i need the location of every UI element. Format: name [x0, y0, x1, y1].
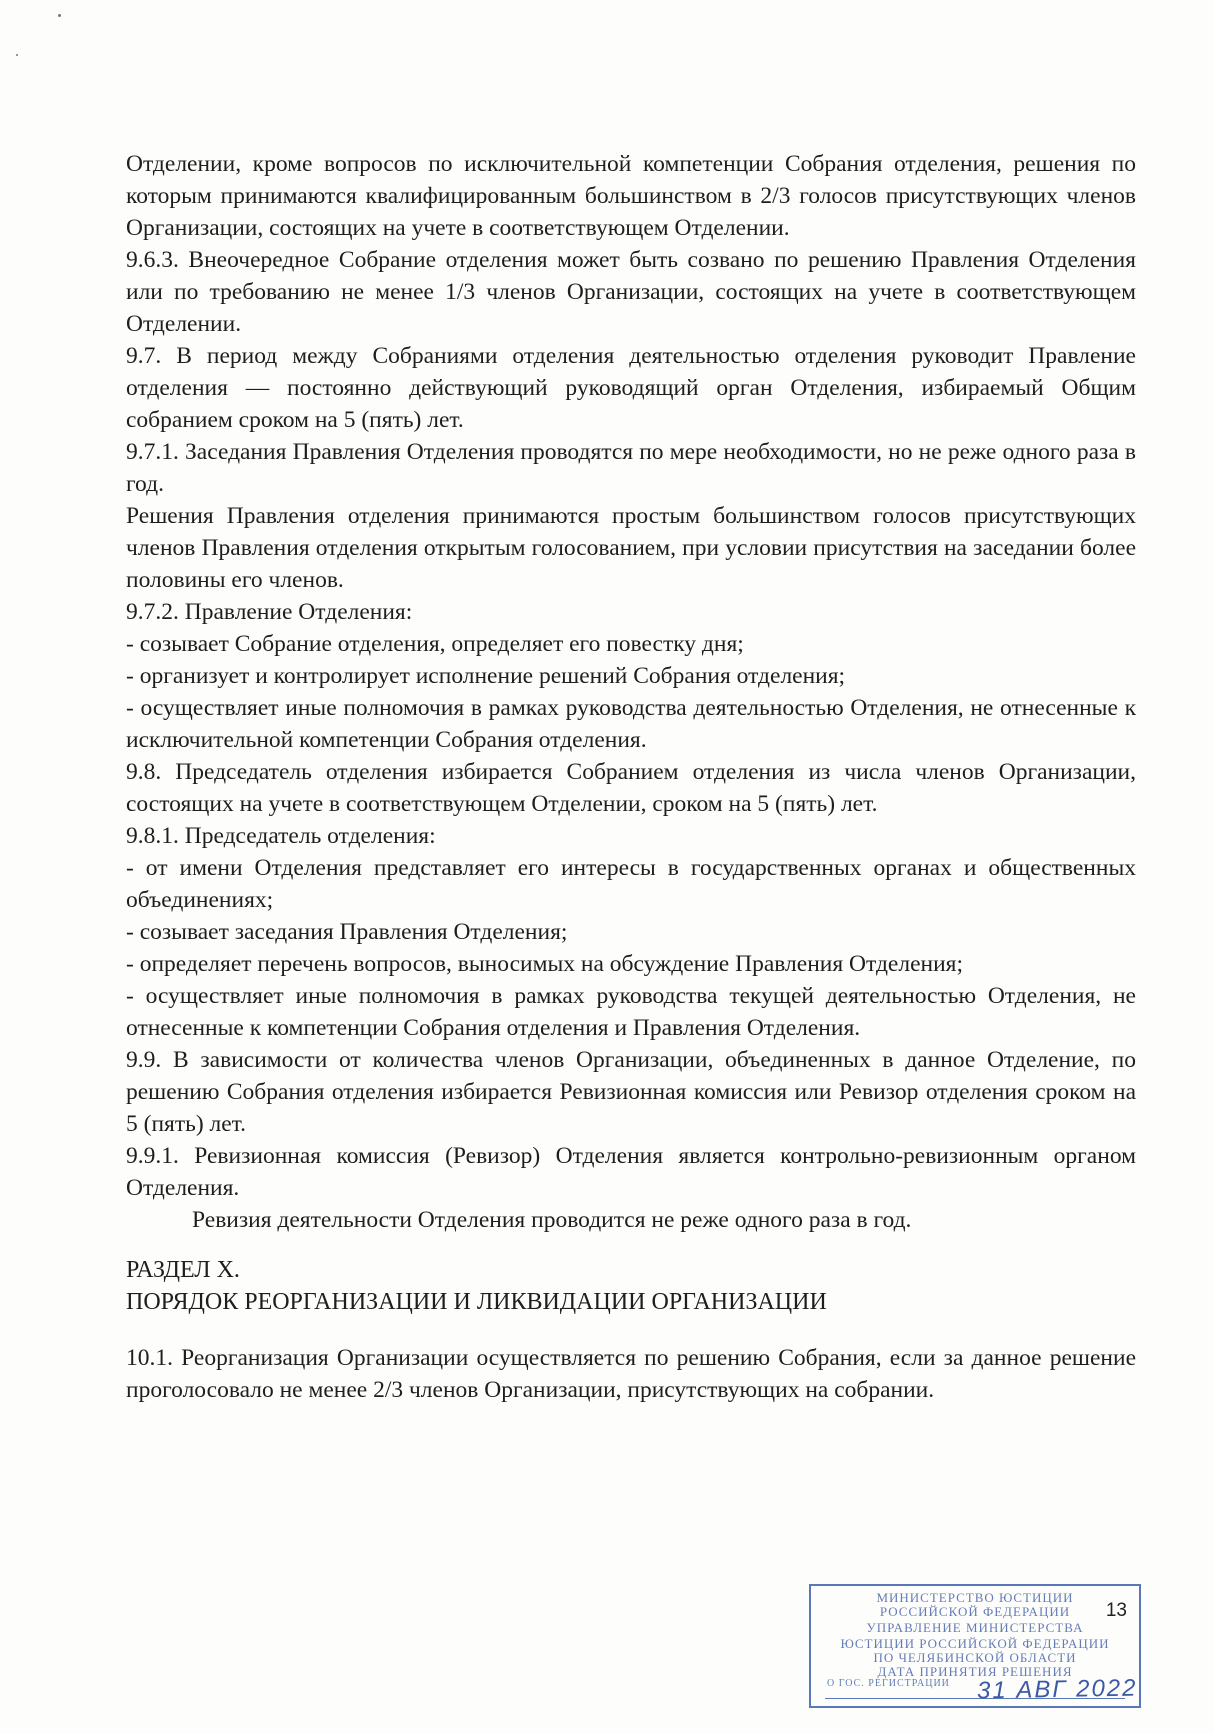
page-number: 13 [1105, 1600, 1127, 1621]
scan-speck [58, 14, 61, 17]
paragraph: 9.9. В зависимости от количества членов Организации, объединенных в данное Отделение, по решению Собрания отделения избирается Ревизионная комиссия или Ревизор отделения сроком на 5 (пять) лет. [126, 1047, 1136, 1137]
paragraph-list [126, 148, 1136, 1236]
stamp-line: ДАТА ПРИНЯТИЯ РЕШЕНИЯ [877, 1664, 1073, 1679]
paragraph: - осуществляет иные полномочия в рамках руководства деятельностью Отделения, не отнесенные к исключительной компетенции Собрания отделения. [126, 695, 1136, 753]
paragraph: 9.6.3. Внеочередное Собрание отделения может быть созвано по решению Правления Отделения или по требованию не менее 1/3 членов Организации, состоящих на учете в соответствующем Отделении. [126, 247, 1136, 337]
paragraph: 9.7.1. Заседания Правления Отделения проводятся по мере необходимости, но не реже одного раза в год. [126, 439, 1136, 497]
paragraph: - созывает заседания Правления Отделения; [126, 919, 568, 945]
paragraph: - организует и контролирует исполнение решений Собрания отделения; [126, 663, 846, 689]
paragraph: 9.7. В период между Собраниями отделения деятельностью отделения руководит Правление отделения — постоянно действующий руководящий орган Отделения, избираемый Общим собранием сроком на 5 (пять) лет. [126, 343, 1136, 433]
scan-speck [16, 54, 18, 56]
stamp-date: 31 АВГ 2022 [976, 1674, 1138, 1705]
stamp-line: МИНИСТЕРСТВО ЮСТИЦИИ [876, 1590, 1074, 1605]
stamp-line: ЮСТИЦИИ РОССИЙСКОЙ ФЕДЕРАЦИИ [840, 1636, 1110, 1651]
stamp-line: УПРАВЛЕНИЕ МИНИСТЕРСТВА [866, 1620, 1084, 1635]
paragraph: 9.9.1. Ревизионная комиссия (Ревизор) Отделения является контрольно-ревизионным органом Отделения. [126, 1143, 1136, 1201]
paragraph-10-1: 10.1. Реорганизация Организации осуществляется по решению Собрания, если за данное решение проголосовало не менее 2/3 членов Организации, присутствующих на собрании. [126, 1345, 1136, 1403]
paragraph: 9.8.1. Председатель отделения: [126, 823, 436, 849]
document-body [126, 148, 1136, 1406]
paragraph: - определяет перечень вопросов, выносимых на обсуждение Правления Отделения; [126, 951, 964, 977]
stamp-line: ПО ЧЕЛЯБИНСКОЙ ОБЛАСТИ [873, 1650, 1077, 1665]
paragraph: - созывает Собрание отделения, определяет его повестку дня; [126, 631, 744, 657]
paragraph: Ревизия деятельности Отделения проводится не реже одного раза в год. [192, 1207, 912, 1233]
section-heading-title: ПОРЯДОК РЕОРГАНИЗАЦИИ И ЛИКВИДАЦИИ ОРГАНИЗАЦИИ [126, 1289, 827, 1315]
stamp-line: О ГОС. РЕГИСТРАЦИИ [827, 1678, 950, 1689]
paragraph: - осуществляет иные полномочия в рамках руководства текущей деятельностью Отделения, не отнесенные к компетенции Собрания отделения и Правления Отделения. [126, 983, 1136, 1041]
registration-stamp [809, 1584, 1141, 1708]
section-heading-number: РАЗДЕЛ X. [126, 1257, 240, 1283]
paragraph: Решения Правления отделения принимаются простым большинством голосов присутствующих членов Правления отделения открытым голосованием, при условии присутствия на заседании более половины его членов. [126, 503, 1136, 593]
paragraph: 9.7.2. Правление Отделения: [126, 599, 413, 625]
paragraph: 9.8. Председатель отделения избирается Собранием отделения из числа членов Организации, состоящих на учете в соответствующем Отделении, сроком на 5 (пять) лет. [126, 759, 1136, 817]
paragraph: Отделении, кроме вопросов по исключительной компетенции Собрания отделения, решения по которым принимаются квалифицированным большинством в 2/3 голосов присутствующих членов Организации, состоящих на учете в соответствующем Отделении. [126, 151, 1136, 241]
paragraph: - от имени Отделения представляет его интересы в государственных органах и общественных объединениях; [126, 855, 1136, 913]
stamp-line: РОССИЙСКОЙ ФЕДЕРАЦИИ [879, 1604, 1071, 1619]
